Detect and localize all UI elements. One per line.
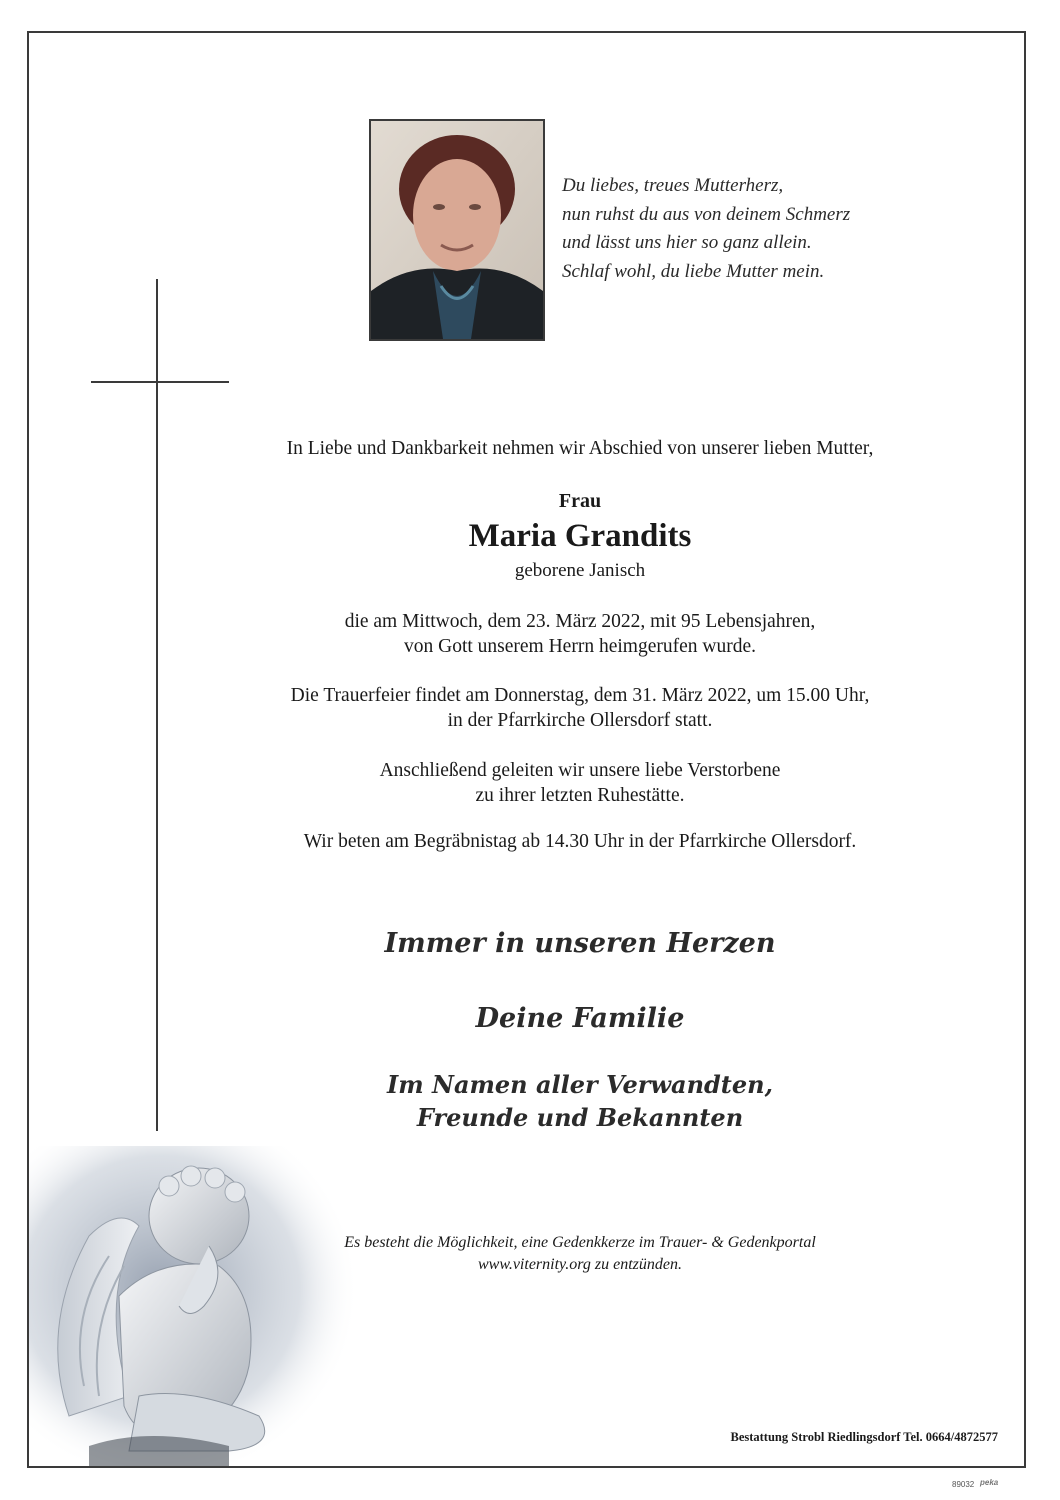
- burial-paragraph: [180, 758, 980, 808]
- funeral-line: in der Pfarrkirche Ollersdorf statt.: [447, 710, 713, 731]
- poem-line: nun ruhst du aus von deinem Schmerz: [562, 203, 851, 225]
- poem-line: Du liebes, treues Mutterherz,: [562, 175, 784, 196]
- funeral-paragraph: [180, 683, 980, 733]
- cross-vertical-bar: [156, 279, 158, 1131]
- undertaker-contact: Bestattung Strobl Riedlingsdorf Tel. 0664/4872577: [730, 1430, 998, 1444]
- candle-note-line: www.viternity.org zu entzünden.: [478, 1256, 682, 1273]
- burial-line: zu ihrer letzten Ruhestätte.: [475, 785, 685, 806]
- burial-line: Anschließend geleiten wir unsere liebe Verstorbene: [379, 760, 781, 781]
- funeral-line: Die Trauerfeier findet am Donnerstag, dem 31. März 2022, um 15.00 Uhr,: [290, 685, 870, 706]
- poem-line: Schlaf wohl, du liebe Mutter mein.: [562, 260, 825, 282]
- cross-horizontal-bar: [91, 381, 229, 383]
- deceased-name: Maria Grandits: [468, 518, 692, 554]
- prayer-text: Wir beten am Begräbnistag ab 14.30 Uhr in der Pfarrkirche Ollersdorf.: [303, 831, 857, 852]
- angel-statue-image: [29, 1146, 359, 1466]
- salutation: Frau: [558, 490, 602, 512]
- poem: [562, 172, 942, 286]
- motto: Immer in unseren Herzen: [384, 928, 776, 959]
- form-code: 89032: [952, 1480, 975, 1489]
- death-line: von Gott unserem Herrn heimgerufen wurde.: [404, 636, 756, 657]
- memorial-candle-note: [300, 1232, 860, 1276]
- relatives-signature: [180, 1068, 980, 1134]
- poem-line: und lässt uns hier so ganz allein.: [562, 232, 812, 253]
- death-line: die am Mittwoch, dem 23. März 2022, mit 95 Lebensjahren,: [344, 611, 816, 632]
- intro-text: In Liebe und Dankbarkeit nehmen wir Abschied von unserer lieben Mutter,: [286, 438, 874, 459]
- relatives-line: Im Namen aller Verwandten,: [387, 1070, 773, 1099]
- relatives-line: Freunde und Bekannten: [416, 1103, 744, 1132]
- portrait-photo: [369, 119, 545, 341]
- death-paragraph: [180, 609, 980, 659]
- maiden-name: geborene Janisch: [514, 560, 646, 581]
- printer-logo: peka: [980, 1478, 999, 1487]
- family-signature: Deine Familie: [475, 1003, 685, 1034]
- candle-note-line: Es besteht die Möglichkeit, eine Gedenkkerze im Trauer- & Gedenkportal: [344, 1234, 816, 1251]
